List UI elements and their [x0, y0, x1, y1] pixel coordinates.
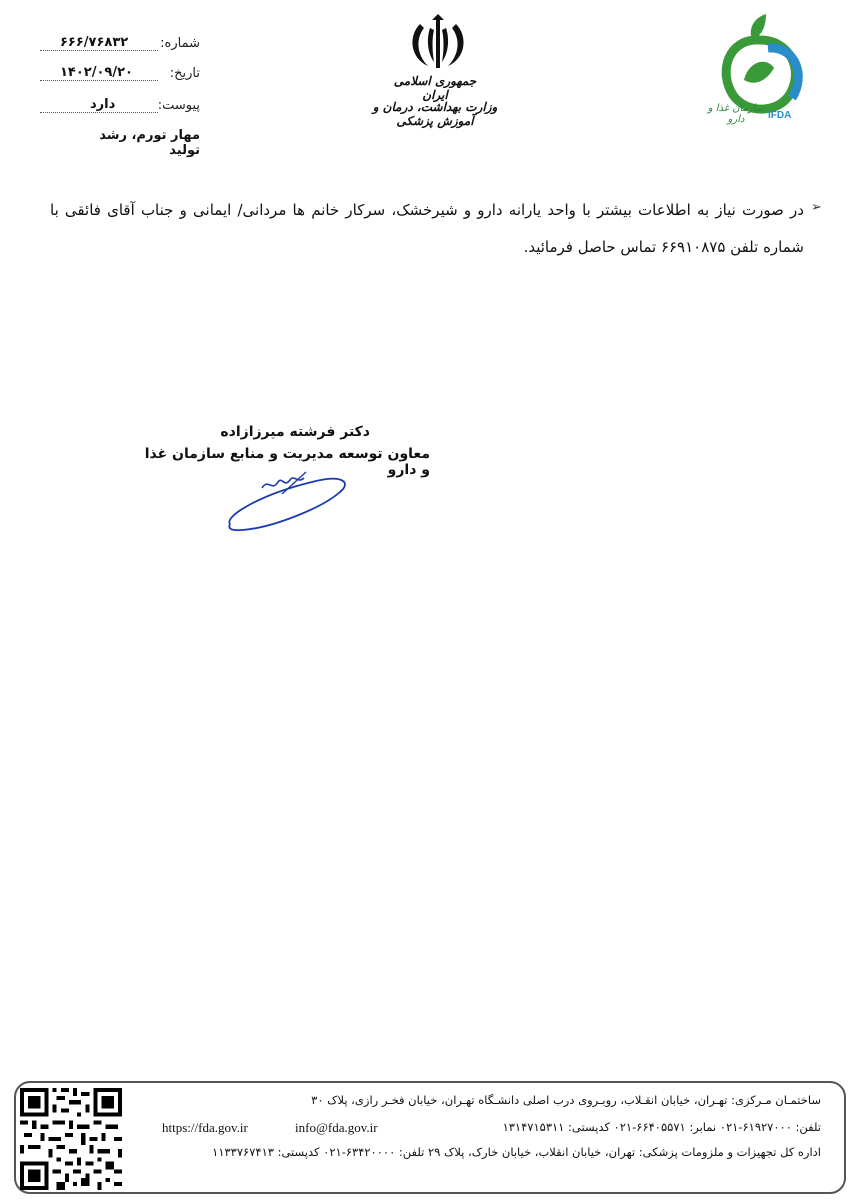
footer-email-link[interactable]: info@fda.gov.ir [295, 1120, 378, 1135]
signatory-title: معاون توسعه مدیریت و منابع سازمان غذا و دارو [144, 446, 430, 478]
signatory-name: دکتر فرشته میرزازاده [220, 424, 370, 440]
attachment-dotted-line [40, 112, 158, 113]
qr-code[interactable] [20, 1088, 122, 1190]
handwritten-signature [222, 458, 352, 533]
slogan-stamp: مهار تورم، رشد تولید [99, 128, 200, 158]
number-value: ۶۶۶/۷۶۸۳۲ [60, 35, 129, 50]
qr-code-icon [20, 1088, 122, 1190]
number-label: شماره: [160, 36, 200, 51]
national-emblem [402, 14, 474, 74]
date-value: ۱۴۰۲/۰۹/۲۰ [60, 65, 133, 80]
footer-contact-numbers: تلفن: ۶۱۹۲۷۰۰۰-۰۲۱ نمابر: ۶۶۴۰۵۵۷۱-۰۲۱ کدپستی: ۱۳۱۴۷۱۵۳۱۱ [502, 1120, 821, 1134]
arrow-bullet-icon: ➢ [811, 200, 822, 215]
date-dotted-line [40, 80, 158, 81]
org-caption: سازمان غذا و دارو [707, 103, 765, 125]
number-dotted-line [40, 50, 158, 51]
footer-website-link[interactable]: https://fda.gov.ir [162, 1120, 248, 1135]
letter-attachment-row [40, 98, 200, 118]
footer-address-hq: ساختمـان مـرکزی: تهـران، خیابان انقـلاب، روبـروی درب اصلی دانشـگاه تهـران، خیابان فخـر رازی، پلاک ۳۰ [311, 1093, 821, 1107]
signature-icon [222, 458, 352, 533]
letter-date-row [40, 66, 200, 86]
footer-address-medical-equipment: اداره کل تجهیزات و ملزومات پزشکی: تهران، خیابان انقلاب، خیابان خارک، پلاک ۲۹ تلفن: ۶۳۴۲۰۰۰۰-۰۲۱ کدپستی: ۱۱۳۳۷۶۷۴۱۳ [212, 1145, 821, 1159]
letter-number-row [40, 36, 200, 56]
ministry-title: وزارت بهداشت، درمان و آموزش پزشکی [372, 100, 498, 128]
gov-title: جمهوری اسلامی ایران [393, 74, 477, 102]
letter-body-paragraph: در صورت نیاز به اطلاعات بیشتر با واحد یارانه دارو و شیرخشک، سرکار خانم ها مردانی/ ایمانی و جناب آقای فائقی با شماره تلفن ۶۶۹۱۰۸۷۵ تماس حاصل فرمائید. [50, 201, 804, 256]
date-label: تاریخ: [169, 66, 200, 81]
attachment-value: دارد [90, 97, 116, 112]
attachment-label: پیوست: [157, 98, 200, 113]
emblem-icon [402, 14, 474, 74]
org-abbr: IFDA [768, 110, 792, 121]
